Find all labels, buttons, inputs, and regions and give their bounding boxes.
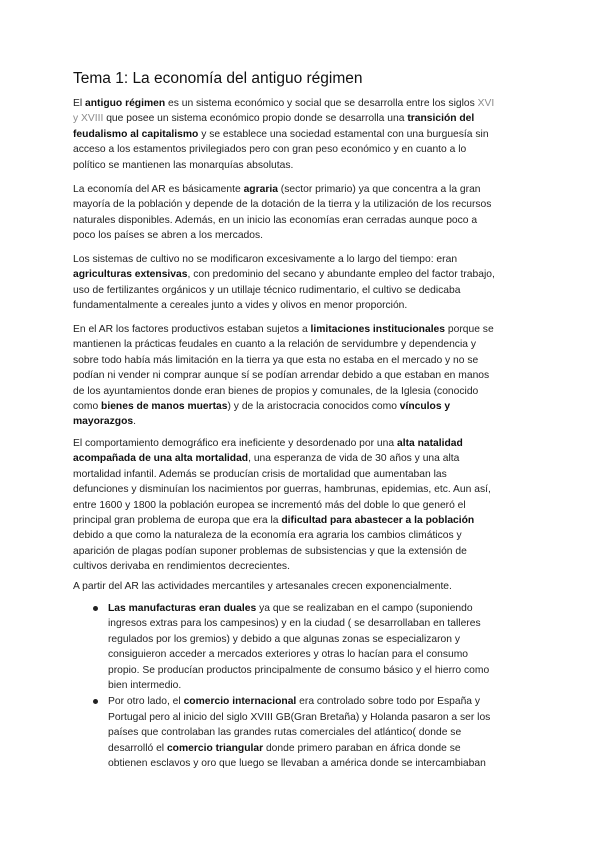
text-line: aparición de plagas podían suponer problemas de subsistencias y que la extensión de	[73, 545, 467, 557]
text-line: entre 1600 y 1800 la población europea se incrementó más del doble lo que generó el	[73, 499, 466, 511]
paragraph-economia-agraria	[73, 182, 535, 244]
text-line: Por otro lado, el comercio internacional era controlado sobre todo por España y	[108, 696, 481, 708]
text-line: países que controlaban las grandes rutas comerciales del atlántico( donde se	[108, 727, 462, 739]
text-line: mayorazgos.	[73, 416, 136, 428]
text-line: mantienen la prácticas feudales en cuanto a la relación de servidumbre y dependencia y	[73, 339, 476, 351]
text-line: poco los países se abren a los mercados.	[73, 230, 264, 242]
bullet-dot-icon	[93, 606, 98, 611]
text-line: propio. Se producían productos principalmente de consumo básico y el hierro como	[108, 664, 490, 676]
text-line: sobre todo había más limitación en la tierra ya que esta no estaba en el mercado y no se	[73, 354, 479, 366]
text-line: desarrolló el comercio triangular donde primero paraban en áfrica donde se	[108, 742, 461, 754]
page-title: Tema 1: La economía del antiguo régimen	[73, 70, 363, 87]
text-line: cultivos derivaba en rendimientos decrecientes.	[73, 561, 290, 573]
text-line: regulados por los gremios) y debido a que algunas zonas se especializaron y	[108, 633, 461, 645]
paragraph-antiguo-regimen	[73, 96, 535, 173]
text-line: de los ayuntamientos donde eran bienes de propios y comunales, de la Iglesia (conocido	[73, 385, 479, 397]
text-line: ingresos extras para los campesinos) y en la ciudad ( se desarrollaban en talleres	[108, 618, 481, 630]
text-line: y XVIII que posee un sistema económico propio donde se desarrolla una transición del	[73, 113, 475, 125]
text-line: uso de fertilizantes orgánicos y un utillaje técnico rudimentario, el cultivo se dedicaba	[73, 284, 461, 296]
text-line: podían ni vender ni comprar aunque sí se podían arrendar debido a que estaban en manos	[73, 370, 490, 382]
text-line: acompañada de una alta mortalidad, una esperanza de vida de 30 años y una alta	[73, 453, 460, 465]
text-line: obtienen esclavos y oro que luego se llevaban a américa donde se intercambiaban	[108, 758, 486, 770]
text-line: bien intermedio.	[108, 680, 182, 692]
text-line: fundamentalmente a cereales junto a vides y olivos en menor proporción.	[73, 300, 408, 312]
text-line: En el AR los factores productivos estaban sujetos a limitaciones institucionales porque se	[73, 324, 494, 335]
bullet-dot-icon	[93, 699, 98, 704]
text-line: principal gran problema de europa que era la dificultad para abastecer a la población	[73, 515, 475, 527]
text-line: La economía del AR es básicamente agraria (sector primario) ya que concentra a la gran	[73, 184, 481, 195]
text-line: mortalidad infantil. Además se producían crisis de mortalidad que aumentaban las	[73, 468, 447, 480]
text-line: feudalismo al capitalismo y se establece una sociedad estamental con una burguesía sin	[73, 128, 489, 140]
text-line: acceso a los estamentos privilegiados pero con gran peso económico y en cuanto a lo	[73, 144, 467, 156]
text-line: naturales disponibles. Además, en un inicio las economías eran cerradas aunque poco a	[73, 214, 478, 226]
text-line: como bienes de manos muertas) y de la aristocracia conocidos como vínculos y	[73, 401, 451, 413]
list-item-comercio	[93, 694, 543, 771]
text-line: El antiguo régimen es un sistema económico y social que se desarrolla entre los siglos XVI	[73, 98, 495, 109]
text-line: Los sistemas de cultivo no se modificaron excesivamente a lo largo del tiempo: eran	[73, 254, 458, 265]
paragraph-sistemas-cultivo	[73, 252, 535, 314]
text-line: defunciones y disminuían los nacimientos por guerras, hambrunas, epidemias, etc. Aun así,	[73, 484, 491, 496]
paragraph-factores-productivos	[73, 322, 535, 430]
text-line: debido a que como la naturaleza de la economía era agraria los cambios climáticos y	[73, 530, 462, 542]
text-line: A partir del AR las actividades mercantiles y artesanales crecen exponencialmente.	[73, 581, 452, 592]
text-line: Las manufacturas eran duales ya que se realizaban en el campo (suponiendo	[108, 603, 473, 614]
paragraph-demografia	[73, 436, 535, 575]
text-line: consiguieron acceder a mercados exteriores y otras lo hacían para el consumo	[108, 649, 469, 661]
text-line: político se mantienen las monarquías absolutas.	[73, 159, 294, 171]
text-line: Portugal pero al inicio del siglo XVIII GB(Gran Bretaña) y Holanda pasaron a ser los	[108, 711, 491, 723]
text-line: El comportamiento demográfico era ineficiente y desordenado por una alta natalidad	[73, 438, 463, 449]
list-item-manufacturas	[93, 601, 543, 693]
text-line: agriculturas extensivas, con predominio del secano y abundante empleo del factor trabajo,	[73, 269, 495, 281]
text-line: mayoría de la población y depende de la dotación de la tierra y la utilización de los recursos	[73, 199, 492, 211]
bullet-list	[93, 601, 543, 772]
paragraph-actividades-mercantiles	[73, 579, 535, 594]
